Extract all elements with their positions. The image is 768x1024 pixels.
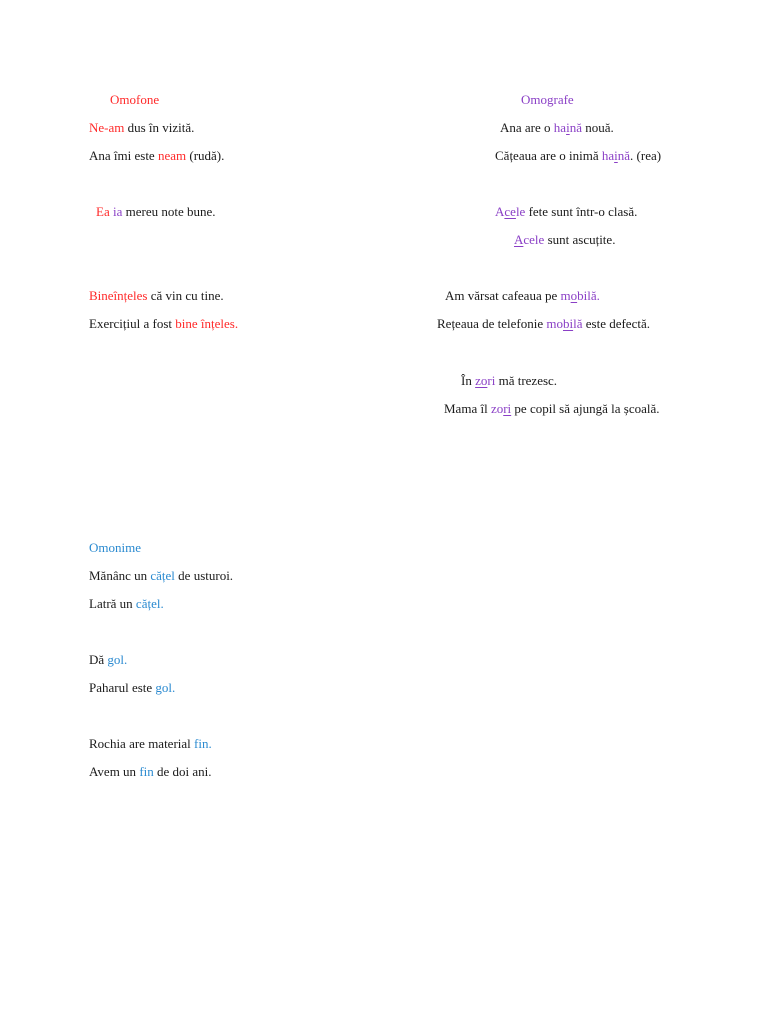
highlighted-word: ce <box>504 204 516 219</box>
sentence-text: Cățeaua are o inimă <box>495 148 602 163</box>
highlighted-word: ri <box>503 401 512 416</box>
highlighted-word: fin <box>194 736 209 751</box>
sentence-text: Ana are o <box>500 120 554 135</box>
omofone-example-2 <box>89 148 224 164</box>
omonime-heading: Omonime <box>89 540 141 555</box>
omografe-example-3 <box>495 204 637 220</box>
sentence-text: Latră un <box>89 596 136 611</box>
sentence-text: Mama îl <box>444 401 491 416</box>
highlighted-word: ia <box>112 204 123 219</box>
highlighted-word: m <box>560 288 571 303</box>
highlighted-word: . <box>234 316 239 331</box>
omonime-example-5 <box>89 736 212 752</box>
highlighted-word: fin <box>139 764 154 779</box>
omografe-example-8 <box>444 401 660 417</box>
sentence-text: Paharul este <box>89 680 156 695</box>
omografe-example-5 <box>445 288 600 304</box>
highlighted-word: nă <box>617 148 631 163</box>
sentence-text: de usturoi. <box>174 568 234 583</box>
highlighted-word: A <box>514 232 524 247</box>
highlighted-word: . <box>596 288 600 303</box>
highlighted-word: Ea <box>96 204 110 219</box>
omografe-example-4 <box>514 232 615 248</box>
sentence-text: . (rea) <box>630 148 662 163</box>
highlighted-word: lă <box>573 316 583 331</box>
omonime-example-3 <box>89 652 127 668</box>
highlighted-word: ha <box>601 148 615 163</box>
highlighted-word: cățel <box>135 596 161 611</box>
highlighted-word: cele <box>523 232 545 247</box>
omonime-example-4 <box>89 680 175 696</box>
highlighted-word: i <box>614 148 618 163</box>
highlighted-word: ri <box>487 373 496 388</box>
omografe-heading: Omografe <box>521 92 574 107</box>
highlighted-word: i <box>566 120 570 135</box>
highlighted-word: zo <box>490 401 504 416</box>
highlighted-word: o <box>570 288 578 303</box>
omofone-example-5 <box>89 316 238 332</box>
highlighted-word: nă <box>569 120 582 135</box>
sentence-text: (rudă). <box>186 148 225 163</box>
highlighted-word: bi <box>562 316 574 331</box>
highlighted-word: . <box>208 736 212 751</box>
omografe-example-2 <box>495 148 661 164</box>
sentence-text: Exercițiul a fost <box>89 316 176 331</box>
sentence-text: fete sunt într-o clasă. <box>525 204 638 219</box>
omofone-example-3 <box>96 204 216 220</box>
highlighted-word: Bineînțeles <box>89 288 148 303</box>
omonime-example-2 <box>89 596 164 612</box>
sentence-text: Am vărsat cafeaua pe <box>445 288 561 303</box>
highlighted-word: . <box>172 680 176 695</box>
sentence-text: nouă. <box>581 120 614 135</box>
omofone-heading: Omofone <box>110 92 160 107</box>
omografe-example-6 <box>437 316 650 332</box>
highlighted-word: . <box>124 652 128 667</box>
highlighted-word: zo <box>475 373 488 388</box>
highlighted-word: . <box>160 596 164 611</box>
omografe-example-7 <box>461 373 557 389</box>
sentence-text: Rețeaua de telefonie <box>437 316 547 331</box>
highlighted-word: neam <box>157 148 187 163</box>
omofone-example-4 <box>89 288 224 304</box>
highlighted-word: gol <box>107 652 125 667</box>
highlighted-word: mo <box>546 316 563 331</box>
sentence-text: Avem un <box>89 764 140 779</box>
highlighted-word: A <box>495 204 505 219</box>
highlighted-word: ha <box>553 120 567 135</box>
sentence-text: că vin cu tine. <box>147 288 224 303</box>
highlighted-word: le <box>515 204 526 219</box>
sentence-text: În <box>461 373 476 388</box>
sentence-text: Ana îmi este <box>89 148 158 163</box>
sentence-text: dus în vizită. <box>124 120 195 135</box>
highlighted-word: gol <box>155 680 173 695</box>
sentence-text: Mănânc un <box>89 568 151 583</box>
sentence-text: sunt ascuțite. <box>544 232 616 247</box>
sentence-text: Rochia are material <box>89 736 195 751</box>
highlighted-word: cățel <box>150 568 175 583</box>
sentence-text: mereu note bune. <box>122 204 216 219</box>
sentence-text: de doi ani. <box>153 764 212 779</box>
omonime-example-1 <box>89 568 233 584</box>
omografe-example-1 <box>500 120 614 136</box>
highlighted-word: Ne-am <box>89 120 125 135</box>
omonime-example-6 <box>89 764 212 780</box>
highlighted-word: bine înțeles <box>175 316 235 331</box>
omofone-example-1 <box>89 120 194 136</box>
sentence-text: este defectă. <box>582 316 650 331</box>
sentence-text: pe copil să ajungă la școală. <box>511 401 660 416</box>
sentence-text: Dă <box>89 652 108 667</box>
highlighted-word: bilă <box>577 288 597 303</box>
sentence-text: mă trezesc. <box>495 373 558 388</box>
